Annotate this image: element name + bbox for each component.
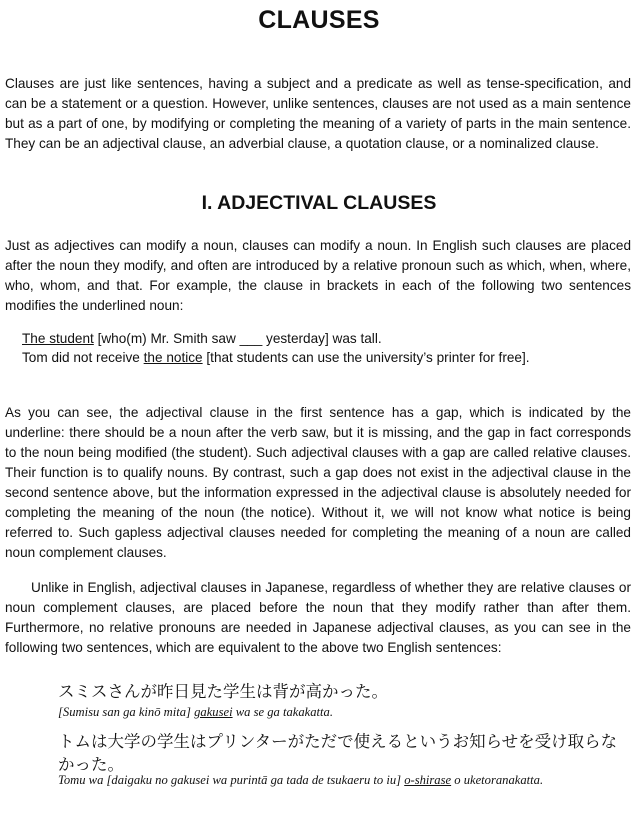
intro-paragraph: Clauses are just like sentences, having a subject and a predicate as well as tense-specification, and can be a statement or a question. However, unlike sentences, clauses are not used as a main sentence but as a part of one, by modifying or completing the meaning of a variety of parts in the main sentence. They can be an adjectival clause, an adverbial clause, a quotation clause, or a nominalized clause. [5, 76, 631, 151]
japanese-example-2: トムは大学の学生はプリンターがただで使えるというお知らせを受け取らなかった。 [58, 732, 618, 774]
underlined-noun: o-shirase [404, 773, 452, 787]
section-paragraph-3: Unlike in English, adjectival clauses in Japanese, regardless of whether they are relative clauses or noun complement clauses, are placed before the noun that they modify rather than after them. Furthermore, no relative pronouns are needed in Japanese adjectival clauses, as you can see in the following two sentences, which are equivalent to the above two English sentences: [5, 580, 631, 655]
romaji-text: wa se ga takakatta. [232, 705, 333, 719]
underlined-noun: the notice [143, 350, 203, 365]
romaji-example-2 [58, 772, 632, 789]
example-text: [that students can use the university’s printer for free]. [202, 350, 530, 365]
romaji-text: [Sumisu san ga kinō mita] [58, 705, 195, 719]
underlined-noun: gakusei [194, 705, 233, 719]
section-paragraph-1: Just as adjectives can modify a noun, clauses can modify a noun. In English such clauses are placed after the noun they modify, and often are introduced by a relative pronoun such as which, when, where, who, whom, and that. For example, the clause in brackets in each of the following two sentences modifies the underlined noun: [5, 238, 631, 313]
english-example-1 [22, 329, 616, 348]
romaji-text: Tomu wa [daigaku no gakusei wa purintā ga tada de tsukaeru to iu] [58, 773, 405, 787]
romaji-example-1 [58, 704, 632, 721]
section-paragraph-2: As you can see, the adjectival clause in the first sentence has a gap, which is indicated by the underline: there should be a noun after the verb saw, but it is missing, and the gap in fact corresponds to the noun being modified (the student). Such adjectival clauses with a gap are called relative clauses. Their function is to qualify nouns. By contrast, such a gap does not exist in the adjectival clause in the second sentence above, but the information expressed in the adjectival clause is absolutely needed for completing the meaning of the noun (the notice). Without it, we will not know what notice is being referred to. Such gapless adjectival clauses needed for completing the meaning of a noun are called noun complement clauses. [5, 405, 631, 560]
underlined-noun: The student [22, 331, 94, 346]
english-example-2 [22, 348, 616, 367]
page-title: CLAUSES [258, 6, 380, 34]
romaji-text: o uketoranakatta. [451, 773, 544, 787]
english-examples [22, 329, 616, 367]
japanese-example-1: スミスさんが昨日見た学生は背が高かった。 [58, 682, 388, 701]
example-text: Tom did not receive [22, 350, 144, 365]
example-text: [who(m) Mr. Smith saw ___ yesterday] was tall. [93, 331, 382, 346]
section-heading: I. ADJECTIVAL CLAUSES [201, 192, 437, 214]
